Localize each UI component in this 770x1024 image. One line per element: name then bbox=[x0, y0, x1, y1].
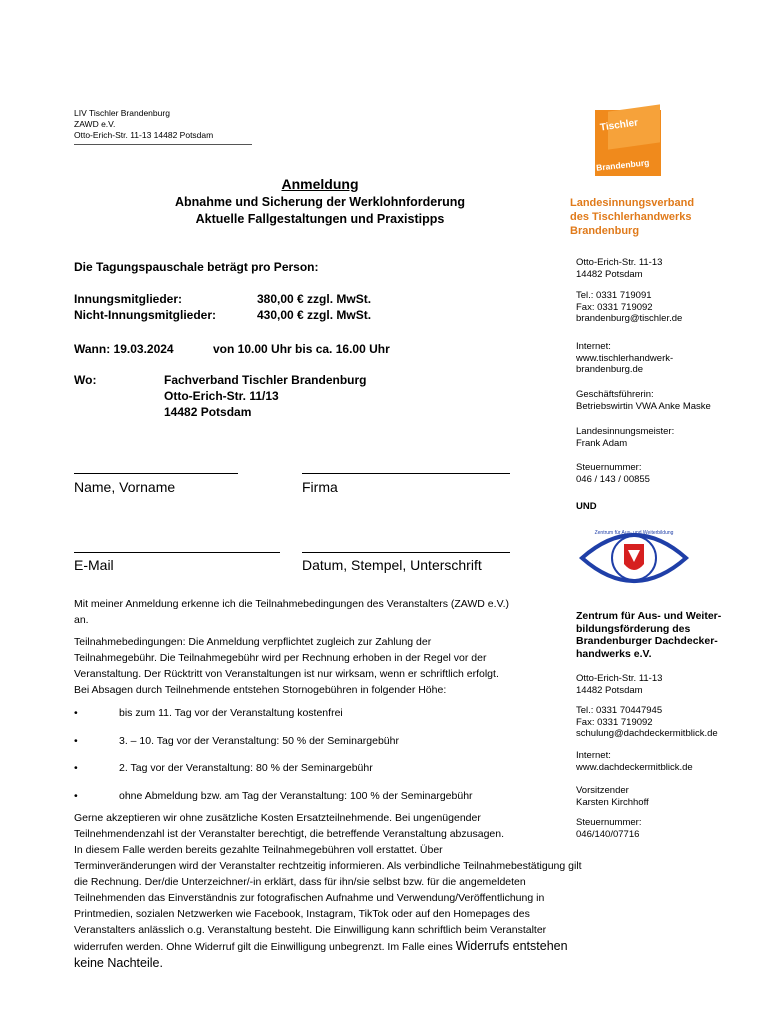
sidebar-gf bbox=[576, 389, 766, 412]
web-link[interactable]: brandenburg.de bbox=[576, 364, 644, 375]
sidebar-contact bbox=[576, 290, 766, 325]
text-line: Tel.: 0331 70447945 bbox=[576, 705, 663, 716]
text-line: bildungsförderung des bbox=[576, 622, 691, 635]
text-line: Internet: bbox=[576, 750, 611, 761]
where-line-2: Otto-Erich-Str. 11/13 bbox=[164, 389, 279, 403]
text-line: Otto-Erich-Str. 11-13 bbox=[576, 257, 663, 268]
text-line: 14482 Potsdam bbox=[576, 684, 643, 696]
text-line: Steuernummer: bbox=[576, 462, 642, 473]
sidebar-lim bbox=[576, 426, 766, 449]
name-label: Name, Vorname bbox=[74, 479, 176, 495]
datum-line[interactable] bbox=[302, 552, 510, 553]
text-line: Veranstalters anlässlich o.g. Veranstaltung besteht. Die Einwilligung kann schriftlich beim Veranstalter bbox=[74, 924, 547, 936]
zawd-eye-logo-icon bbox=[578, 520, 690, 596]
text-line: Karsten Kirchhoff bbox=[576, 796, 649, 808]
text-line: 14482 Potsdam bbox=[576, 268, 643, 280]
paragraph-conditions bbox=[74, 634, 574, 698]
text-line: keine Nachteile. bbox=[74, 956, 163, 970]
text-line: handwerks e.V. bbox=[576, 647, 652, 660]
bullet-1: bis zum 11. Tag vor der Veranstaltung kostenfrei bbox=[119, 707, 343, 719]
text-line bbox=[74, 938, 674, 955]
bullet-2: 3. – 10. Tag vor der Veranstaltung: 50 % der Seminargebühr bbox=[119, 735, 399, 747]
text-line: Internet: bbox=[576, 341, 611, 352]
bullet-dot: • bbox=[74, 790, 78, 802]
email-link[interactable]: brandenburg@tischler.de bbox=[576, 313, 683, 324]
firma-line[interactable] bbox=[302, 473, 510, 474]
org-line: Landesinnungsverband bbox=[570, 197, 695, 209]
sidebar-und: UND bbox=[576, 501, 597, 512]
name-line[interactable] bbox=[74, 473, 238, 474]
sender-divider bbox=[74, 144, 252, 145]
text-span: widerrufen werden. Ohne Widerruf gilt die Einwilligung unbegrenzt. Im Falle eines bbox=[74, 941, 456, 953]
text-line: Vorsitzender bbox=[576, 785, 629, 796]
text-line: Frank Adam bbox=[576, 437, 628, 449]
bullet-dot: • bbox=[74, 735, 78, 747]
text-line: Brandenburger Dachdecker- bbox=[576, 635, 718, 647]
email-label: E-Mail bbox=[74, 557, 114, 573]
where-line-3: 14482 Potsdam bbox=[164, 405, 252, 419]
email-link[interactable]: schulung@dachdeckermitblick.de bbox=[576, 728, 718, 739]
firma-label: Firma bbox=[302, 479, 338, 495]
paragraph-acceptance bbox=[74, 596, 574, 628]
fee-intro: Die Tagungspauschale beträgt pro Person: bbox=[74, 260, 319, 274]
text-line: Mit meiner Anmeldung erkenne ich die Teilnahmebedingungen des Veranstalters (ZAWD e.V.) bbox=[74, 598, 510, 610]
web-link[interactable]: www.tischlerhandwerk- bbox=[576, 352, 674, 364]
fee-nonmembers-value: 430,00 € zzgl. MwSt. bbox=[257, 308, 372, 322]
org-line: des Tischlerhandwerks bbox=[570, 211, 692, 223]
sidebar-zawd-contact bbox=[576, 705, 766, 740]
sidebar-org-name bbox=[570, 196, 694, 238]
subtitle-1: Abnahme und Sicherung der Werklohnforderung bbox=[174, 195, 466, 209]
text-line: Otto-Erich-Str. 11-13 bbox=[576, 673, 663, 684]
fee-members-label: Innungsmitglieder: bbox=[74, 292, 182, 306]
text-line: Geschäftsführerin: bbox=[576, 389, 654, 400]
text-line: In diesem Falle werden bereits gezahlte Teilnahmegebühren voll erstattet. Über bbox=[74, 844, 443, 856]
bullet-3: 2. Tag vor der Veranstaltung: 80 % der Seminargebühr bbox=[119, 762, 373, 774]
text-line: 046/140/07716 bbox=[576, 828, 640, 840]
text-line: Steuernummer: bbox=[576, 817, 642, 828]
when-time: von 10.00 Uhr bis ca. 16.00 Uhr bbox=[213, 342, 390, 356]
text-line: Printmedien, sozialen Netzwerken wie Facebook, Instagram, TikTok oder auf den Homepages des bbox=[74, 908, 530, 920]
logo-text-brandenburg: Brandenburg bbox=[595, 157, 650, 173]
text-line: Bei Absagen durch Teilnehmende entstehen Stornogebühren in folgender Höhe: bbox=[74, 684, 447, 696]
logo-text-tischler: Tischler bbox=[599, 117, 639, 134]
text-line: Terminveränderungen wird der Veranstalter rechtzeitig informieren. Als verbindliche Teilnahmebestätigung gilt bbox=[74, 860, 582, 872]
org-line: Brandenburg bbox=[570, 225, 640, 237]
sender-address bbox=[74, 108, 213, 141]
text-span: Widerrufs entstehen bbox=[455, 939, 568, 953]
text-line: Teilnehmendenzahl ist der Veranstalter berechtigt, die betreffende Veranstaltung abzusagen. bbox=[74, 828, 505, 840]
bullet-4: ohne Abmeldung bzw. am Tag der Veranstaltung: 100 % der Seminargebühr bbox=[119, 790, 473, 802]
text-line: Teilnehmenden das Einverständnis zur fotografischen Aufnahme und Verwendung/Veröffentlichung in bbox=[74, 892, 545, 904]
text-line: Tel.: 0331 719091 bbox=[576, 290, 652, 301]
text-line: Fax: 0331 719092 bbox=[576, 716, 653, 728]
sidebar-zawd-steuer bbox=[576, 817, 766, 840]
fee-nonmembers-label: Nicht-Innungsmitglieder: bbox=[74, 308, 216, 322]
web-link[interactable]: www.dachdeckermitblick.de bbox=[576, 761, 693, 773]
text-line: an. bbox=[74, 614, 89, 626]
text-line: Landesinnungsmeister: bbox=[576, 426, 675, 437]
text-line: 046 / 143 / 00855 bbox=[576, 473, 650, 485]
sidebar-zawd-internet bbox=[576, 750, 766, 773]
email-line[interactable] bbox=[74, 552, 280, 553]
text-line: Betriebswirtin VWA Anke Maske bbox=[576, 400, 711, 412]
sidebar-zawd-name bbox=[576, 610, 766, 660]
text-line: die Rechnung. Der/die Unterzeichner/-in erklärt, dass für ihn/sie selbst bzw. für die angemeldeten bbox=[74, 876, 526, 888]
datum-label: Datum, Stempel, Unterschrift bbox=[302, 557, 482, 573]
text-line: Teilnahmebedingungen: Die Anmeldung verpflichtet zugleich zur Zahlung der bbox=[74, 636, 432, 648]
text-line: Fax: 0331 719092 bbox=[576, 301, 653, 313]
sidebar-steuer bbox=[576, 462, 766, 485]
sender-line-3: Otto-Erich-Str. 11-13 14482 Potsdam bbox=[74, 130, 214, 140]
sender-line-2: ZAWD e.V. bbox=[74, 119, 116, 129]
sidebar-zawd-vorsitz bbox=[576, 785, 766, 808]
sender-line-1: LIV Tischler Brandenburg bbox=[74, 108, 170, 118]
sidebar-zawd-address bbox=[576, 673, 766, 696]
where-line-1: Fachverband Tischler Brandenburg bbox=[164, 373, 367, 387]
page-title: Anmeldung bbox=[281, 176, 359, 192]
sidebar-address bbox=[576, 257, 766, 280]
bullet-dot: • bbox=[74, 762, 78, 774]
text-line: Veranstaltung. Der Rücktritt von Veranstaltungen ist nur wirksam, wenn er schriftlich erfolgt. bbox=[74, 668, 499, 680]
sidebar-internet bbox=[576, 341, 766, 376]
text-line: Gerne akzeptieren wir ohne zusätzliche Kosten Ersatzteilnehmende. Bei ungenügender bbox=[74, 812, 481, 824]
where-label: Wo: bbox=[74, 373, 97, 387]
subtitle-2: Aktuelle Fallgestaltungen und Praxistipps bbox=[195, 212, 445, 226]
svg-text:Zentrum für Aus- und Weiterbil: Zentrum für Aus- und Weiterbildung bbox=[594, 530, 674, 536]
when-label: Wann: 19.03.2024 bbox=[74, 342, 174, 356]
text-line: Teilnahmegebühr. Die Teilnahmegebühr wird per Rechnung erhoben in der Regel vor der bbox=[74, 652, 487, 664]
bullet-dot: • bbox=[74, 707, 78, 719]
text-line: Zentrum für Aus- und Weiter- bbox=[576, 610, 722, 622]
fee-members-value: 380,00 € zzgl. MwSt. bbox=[257, 292, 372, 306]
